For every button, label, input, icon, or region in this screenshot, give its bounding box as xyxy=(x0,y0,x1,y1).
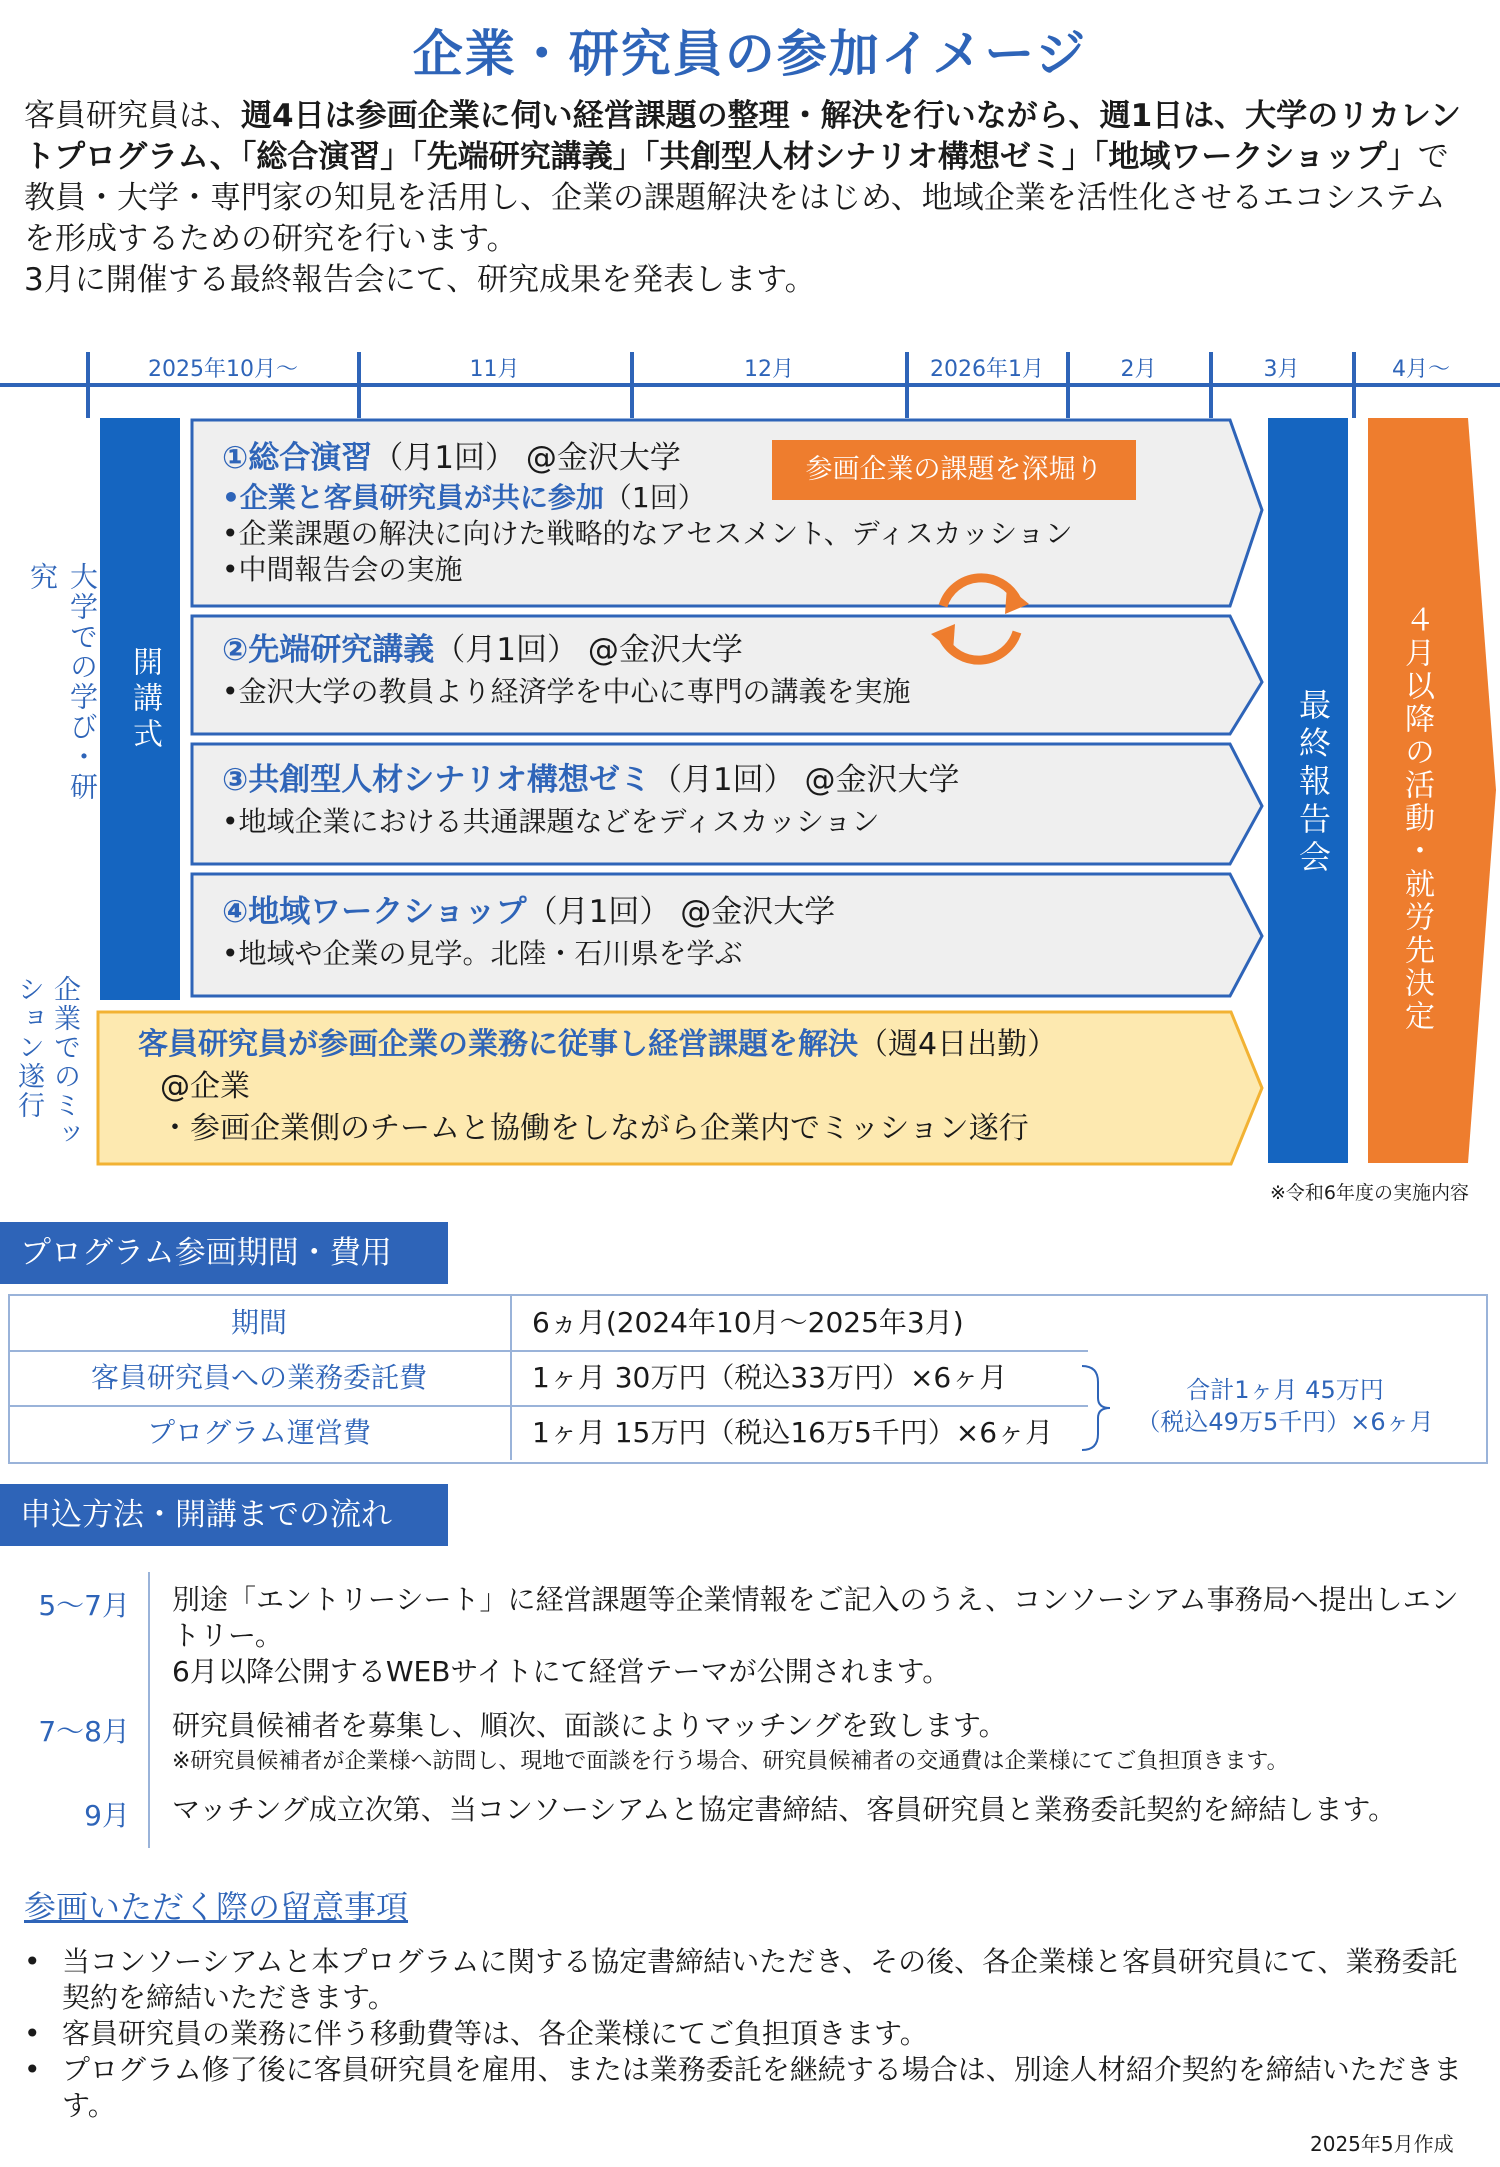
intro-p2: 3月に開催する最終報告会にて、研究成果を発表します。 xyxy=(24,262,816,298)
flow-step-2-line-1: 研究員候補者を募集し、順次、面談によりマッチングを致します。 xyxy=(172,1709,1007,1742)
timeline-month: 2025年10月～ xyxy=(148,357,298,382)
notice-item: • プログラム修了後に客員研究員を雇用、または業務委託を継続する場合は、別途人材紹介契約を締結いただきます。 xyxy=(24,2052,1464,2124)
program-3-freq: （月1回） xyxy=(650,762,795,798)
intro-text xyxy=(24,96,1474,301)
fee-label-period: 期間 xyxy=(230,1306,287,1339)
notice-title: 参画いただく際の留意事項 xyxy=(24,1888,409,1926)
program-4-title-line xyxy=(222,894,1222,930)
program-1-title: ①総合演習 xyxy=(222,440,373,476)
program-2 xyxy=(222,632,1222,710)
program-3-line-1: •地域企業における共通課題などをディスカッション xyxy=(222,805,880,838)
program-4-freq: （月1回） xyxy=(526,894,671,930)
notice-item-text: 当コンソーシアムと本プログラムに関する協定書締結いただき、その後、各企業様と客員研究員にて、業務委託契約を締結いただきます。 xyxy=(62,1945,1458,2014)
notice-item-text: 客員研究員の業務に伴う移動費等は、各企業様にてご負担頂きます。 xyxy=(62,2017,928,2050)
final-report-label: 最終報告会 xyxy=(1294,688,1332,878)
fiscal-note: ※令和6年度の実施内容 xyxy=(1270,1182,1470,1204)
flow-section-heading: 申込方法・開講までの流れ xyxy=(0,1484,448,1546)
program-3-title: ③共創型人材シナリオ構想ゼミ xyxy=(222,762,651,798)
timeline-tick xyxy=(357,352,361,418)
program-2-line-1: •金沢大学の教員より経済学を中心に専門の講義を実施 xyxy=(222,675,911,708)
notice-item-text: プログラム修了後に客員研究員を雇用、または業務委託を継続する場合は、別途人材紹介契約を締結いただきます。 xyxy=(62,2053,1462,2122)
timeline-tick xyxy=(86,352,90,418)
fee-total-line1: 合計1ヶ月 45万円 xyxy=(1186,1376,1384,1404)
company-title: 客員研究員が参画企業の業務に従事し経営課題を解決 xyxy=(138,1027,858,1062)
intro-post: で教員・大学・専門家の知見を活用し、企業の課題解決をはじめ、地域企業を活性化させるエコシステムを形成するための研究を行います。 xyxy=(24,139,1449,257)
flow-step-1 xyxy=(172,1582,1472,1690)
flow-month-2: 7～8月 xyxy=(38,1715,130,1748)
notice-item: • 当コンソーシアムと本プログラムに関する協定書締結いただき、その後、各企業様と客員研究員にて、業務委託契約を締結いただきます。 xyxy=(24,1944,1464,2016)
timeline-month: 2026年1月 xyxy=(930,357,1044,382)
side-label-company: 企業でのミッション遂行 xyxy=(13,975,80,1149)
fee-value-operation: 1ヶ月 15万円（税込16万5千円）×6ヶ月 xyxy=(532,1416,1054,1449)
timeline-month: 3月 xyxy=(1263,357,1300,382)
final-report-bar xyxy=(1268,418,1348,1163)
fee-section-heading: プログラム参画期間・費用 xyxy=(0,1222,448,1284)
flow-step-2-note: ※研究員候補者が企業様へ訪問し、現地で面談を行う場合、研究員候補者の交通費は企業様にてご負担頂きます。 xyxy=(172,1749,1289,1774)
fee-table-spacer xyxy=(1088,1350,1486,1352)
timeline-month: 12月 xyxy=(744,357,794,382)
flow-step-1-line-1: 別途「エントリーシート」に経営課題等企業情報をご記入のうえ、コンソーシアム事務局へ提出しエントリー。 xyxy=(172,1583,1459,1652)
program-1-line-1: •企業と客員研究員が共に参加（1回） xyxy=(222,481,706,514)
opening-ceremony-label: 開講式 xyxy=(127,646,162,754)
intro-pre: 客員研究員は、 xyxy=(24,98,241,134)
program-1-line-2: •企業課題の解決に向けた戦略的なアセスメント、ディスカッション xyxy=(222,517,1073,550)
timeline-month: 4月～ xyxy=(1392,357,1450,382)
notice-item: • 客員研究員の業務に伴う移動費等は、各企業様にてご負担頂きます。 xyxy=(24,2017,928,2050)
program-3-title-line xyxy=(222,762,1222,798)
flow-divider xyxy=(148,1572,150,1848)
company-title-line xyxy=(138,1024,1238,1066)
flow-step-1-line-2: 6月以降公開するWEBサイトにて経営テーマが公開されます。 xyxy=(172,1655,951,1688)
company-days: （週4日出勤） xyxy=(858,1027,1058,1062)
flow-month-1: 5～7月 xyxy=(38,1589,130,1622)
intro-bold: 週4日は参画企業に伺い経営課題の整理・解決を行いながら、週1日は、大学のリカレントプログラム、「総合演習」「先端研究講義」「共創型人材シナリオ構想ゼミ」「地域ワークショップ」 xyxy=(24,98,1462,175)
program-1-line-3: •中間報告会の実施 xyxy=(222,553,463,586)
flow-step-3 xyxy=(172,1792,1472,1828)
flow-step-3-line-1: マッチング成立次第、当コンソーシアムと協定書締結、客員研究員と業務委託契約を締結します。 xyxy=(172,1793,1397,1826)
program-3-place: @金沢大学 xyxy=(804,762,960,798)
program-1-place: @金沢大学 xyxy=(525,440,681,476)
opening-ceremony-bar xyxy=(100,418,180,1000)
company-box-text xyxy=(138,1024,1238,1150)
fee-value-period: 6ヵ月(2024年10月～2025年3月) xyxy=(532,1306,964,1339)
notice-list xyxy=(24,1944,1464,2124)
page-title: 企業・研究員の参加イメージ xyxy=(412,25,1088,83)
after-april-label: ４月以降の活動・就労先決定 xyxy=(1399,604,1434,1033)
timeline-tick xyxy=(630,352,634,418)
program-2-title-line xyxy=(222,632,1222,668)
program-4-place: @金沢大学 xyxy=(680,894,836,930)
company-place: @企業 xyxy=(160,1069,250,1104)
company-line: ・参画企業側のチームと協働をしながら企業内でミッション遂行 xyxy=(160,1111,1029,1146)
fee-label-researcher: 客員研究員への業務委託費 xyxy=(90,1361,427,1394)
program-4-title: ④地域ワークショップ xyxy=(222,894,527,930)
program-4-line-1: •地域や企業の見学。北陸・石川県を学ぶ xyxy=(222,937,743,970)
fee-table-col-divider xyxy=(510,1294,512,1460)
program-2-title: ②先端研究講義 xyxy=(222,632,435,668)
program-4 xyxy=(222,894,1222,972)
program-1-freq: （月1回） xyxy=(372,440,516,476)
timeline-month: 11月 xyxy=(469,357,520,382)
deep-dive-tag: 参画企業の課題を深堀り xyxy=(772,440,1136,500)
brace-icon xyxy=(1076,1362,1116,1454)
flow-month-3: 9月 xyxy=(84,1799,130,1832)
program-1-count: （1回） xyxy=(603,481,706,514)
program-2-place: @金沢大学 xyxy=(587,632,743,668)
flow-step-2 xyxy=(172,1708,1472,1780)
fee-total-line2: （税込49万5千円）×6ヶ月 xyxy=(1136,1408,1434,1436)
timeline-tick xyxy=(905,352,909,418)
fee-total xyxy=(1120,1374,1450,1438)
program-2-freq: （月1回） xyxy=(434,632,578,668)
program-3 xyxy=(222,762,1222,840)
fee-label-operation: プログラム運営費 xyxy=(147,1416,371,1449)
timeline-axis xyxy=(0,383,1500,387)
program-1-highlight: 企業と客員研究員が共に参加 xyxy=(239,481,604,514)
side-label-university: 大学での学び・研究 xyxy=(26,562,99,802)
fee-value-researcher: 1ヶ月 30万円（税込33万円）×6ヶ月 xyxy=(532,1361,1008,1394)
timeline-month: 2月 xyxy=(1120,357,1157,382)
created-date: 2025年5月作成 xyxy=(1310,2132,1454,2156)
